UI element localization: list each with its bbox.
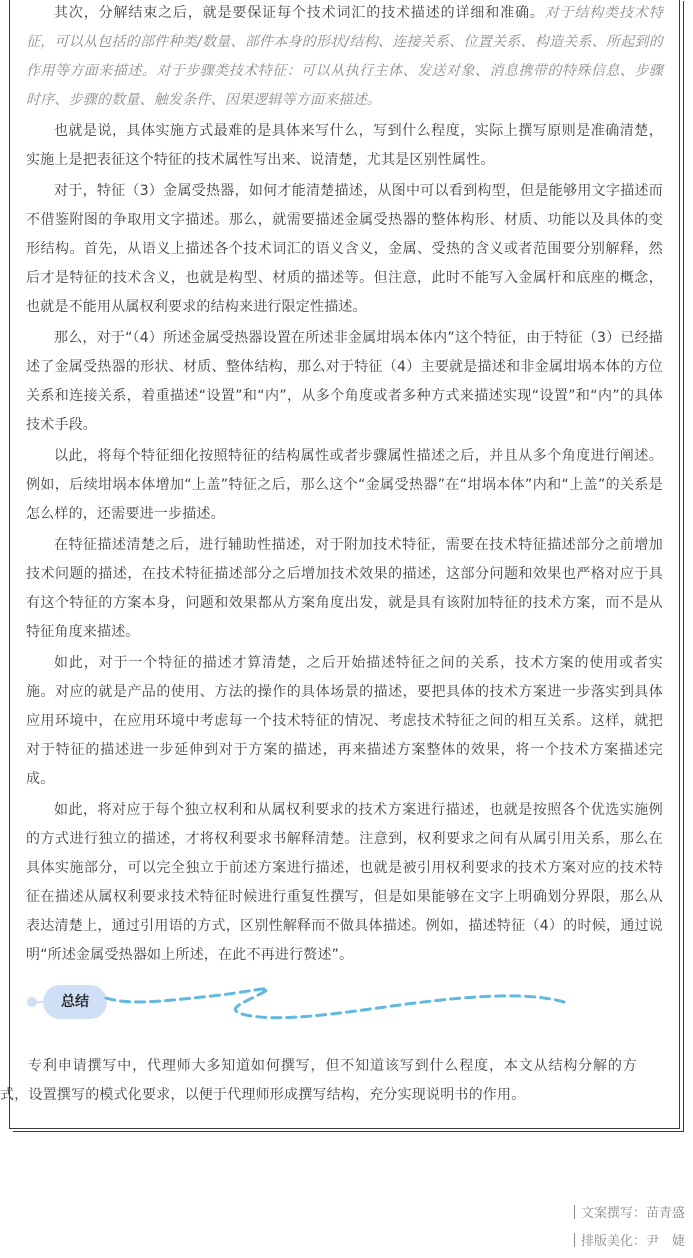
article-body xyxy=(26,0,663,972)
credit-layout xyxy=(574,1228,685,1256)
paragraph-3: 对于，特征（3）金属受热器，如何才能清楚描述，从图中可以看到构型，但是能够用文字描述而不借鉴附图的争取用文字描述。那么，就需要描述金属受热器的整体构形、材质、功能以及具体的变形结构。首先，从语义上描述各个技术词汇的语义含义，金属、受热的含义或者范围要分别解释，然后才是特征的技术含义，也就是构型、材质的描述等。但注意，此时不能写入金属杆和底座的概念，也就是不能用从属权利要求的结构来进行限定性描述。 xyxy=(26,183,663,315)
credit-writer-text: 文案撰写：苗青盛 xyxy=(580,1206,685,1221)
credit-bar xyxy=(574,1233,575,1247)
credits xyxy=(574,1200,685,1256)
paragraph-2: 也就是说，具体实施方式最难的是具体来写什么，写到什么程度，实际上撰写原则是准确清楚，实施上是把表征这个特征的技术属性写出来、说清楚，尤其是区别性属性。 xyxy=(26,123,663,168)
paragraph-7: 如此，对于一个特征的描述才算清楚，之后开始描述特征之间的关系，技术方案的使用或者实施。对应的就是产品的使用、方法的操作的具体场景的描述，要把具体的技术方案进一步落实到具体应用环境中，在应用环境中考虑每一个技术特征的情况、考虑技术特征之间的相互关系。这样，就把对于特征的描述进一步延伸到对于方案的描述，再来描述方案整体的效果，将一个技术方案描述完成。 xyxy=(26,655,663,787)
summary-wave-decoration xyxy=(102,978,602,1028)
credit-writer xyxy=(574,1200,685,1228)
paragraph-8: 如此，将对应于每个独立权利和从属权利要求的技术方案进行描述，也就是按照各个优选实施例的方式进行独立的描述，才将权利要求书解释清楚。注意到，权利要求之间有从属引用关系，那么在具体实施部分，可以完全独立于前述方案进行描述，也就是被引用权利要求的技术方案对应的技术特征在描述从属权利要求技术特征时候进行重复性撰写，但是如果能够在文字上明确划分界限，那么从表达清楚上，通过引用语的方式，区别性解释而不做具体描述。例如，描述特征（4）的时候，通过说明“所述金属受热器如上所述，在此不再进行赘述”。 xyxy=(26,802,663,963)
paragraph-1-text: 其次，分解结束之后，就是要保证每个技术词汇的技术描述的详细和准确。 xyxy=(54,5,545,21)
paragraph-6: 在特征描述清楚之后，进行辅助性描述，对于附加技术特征，需要在技术特征描述部分之前增加技术问题的描述，在技术特征描述部分之后增加技术效果的描述，这部分问题和效果也严格对应于具有这个特征的方案本身，问题和效果都从方案角度出发，就是具有该附加特征的技术方案，而不是从特征角度来描述。 xyxy=(26,537,663,640)
paragraph-1 xyxy=(26,0,663,115)
summary-paragraph: 专利申请撰写中，代理师大多知道如何撰写，但不知道该写到什么程度，本文从结构分解的方式，设置撰写的模式化要求，以便于代理师形成撰写结构，充分实现说明书的作用。 xyxy=(0,1058,637,1103)
summary-title: 总结 xyxy=(43,985,107,1019)
summary-dot xyxy=(27,997,37,1007)
paragraph-4: 那么，对于“（4）所述金属受热器设置在所述非金属坩埚本体内”这个特征，由于特征（3）已经描述了金属受热器的形状、材质、整体结构，那么对于特征（4）主要就是描述和非金属坩埚本体的方位关系和连接关系，着重描述“设置”和“内”，从多个角度或者多种方式来描述实现“设置”和“内”的具体技术手段。 xyxy=(26,330,663,433)
credit-bar xyxy=(574,1205,575,1219)
paragraph-1-italic: 对于结构类技术特征，可以从包括的部件种类/数量、部件本身的形状/结构、连接关系、位置关系、构造关系、所起到的作用等方面来描述。对于步骤类技术特征：可以从执行主体、发送对象、消息携带的特殊信息、步骤时序、步骤的数量、触发条件、因果逻辑等方面来描述。 xyxy=(26,5,663,108)
summary-header xyxy=(26,978,663,1028)
paragraph-5: 以此，将每个特征细化按照特征的结构属性或者步骤属性描述之后，并且从多个角度进行阐述。例如，后续坩埚本体增加“上盖”特征之后，那么这个“金属受热器”在“坩埚本体”内和“上盖”的关系是怎么样的，还需要进一步描述。 xyxy=(26,448,663,522)
credit-layout-text: 排版美化：尹 婕 xyxy=(580,1234,685,1249)
summary-body xyxy=(0,1052,637,1112)
